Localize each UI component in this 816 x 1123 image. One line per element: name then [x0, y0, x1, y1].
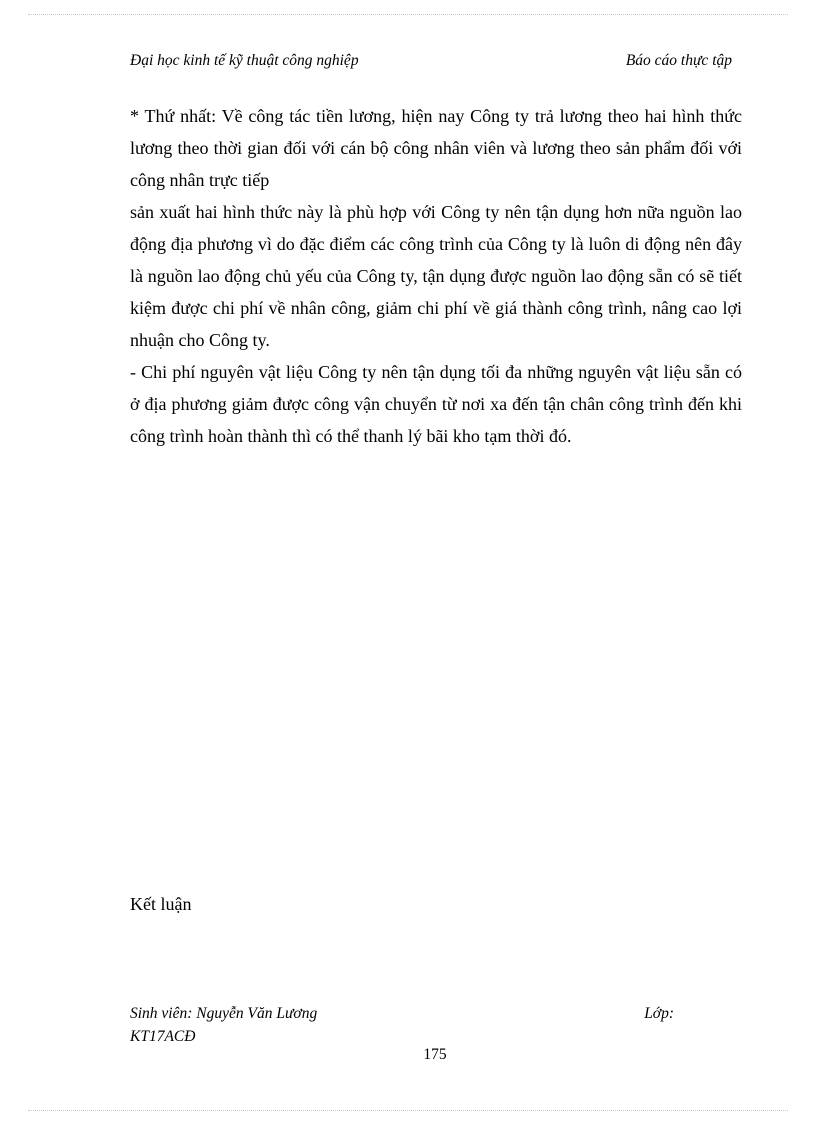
paragraph-salary: * Thứ nhất: Về công tác tiền lương, hiện nay Công ty trả lương theo hai hình thức lương theo thời gian đối với cán bộ công nhân viên và lương theo sản phẩm đối với công nhân trực tiếp: [130, 106, 742, 190]
paragraph-labor: sản xuất hai hình thức này là phù hợp với Công ty nên tận dụng hơn nữa nguồn lao động địa phương vì do đặc điểm các công trình của Công ty là luôn di động nên đây là nguồn lao động chủ yếu của Công ty, tận dụng được nguồn lao động sẵn có sẽ tiết kiệm được chi phí về nhân công, giảm chi phí về giá thành công trình, nâng cao lợi nhuận cho Công ty.: [130, 202, 742, 350]
page-top-border: [28, 14, 788, 15]
page-footer: [130, 1005, 674, 1027]
footer-student-name: Sinh viên: Nguyễn Văn Lương: [130, 1005, 318, 1022]
page-header: [130, 52, 732, 72]
footer-class-value: KT17ACĐ: [130, 1028, 196, 1045]
header-university: Đại học kinh tế kỹ thuật công nghiệp: [130, 52, 359, 69]
report-body: [130, 100, 742, 452]
footer-class-label: Lớp:: [644, 1005, 674, 1022]
conclusion-heading: Kết luận: [130, 894, 192, 914]
page-bottom-border: [28, 1110, 788, 1111]
paragraph-materials: - Chi phí nguyên vật liệu Công ty nên tận dụng tối đa những nguyên vật liệu sẵn có ở địa phương giảm được công vận chuyển từ nơi xa đến tận chân công trình đến khi công trình hoàn thành thì có thể thanh lý bãi kho tạm thời đó.: [130, 362, 742, 446]
page-number: 175: [423, 1046, 447, 1063]
header-report-title: Báo cáo thực tập: [625, 52, 732, 69]
